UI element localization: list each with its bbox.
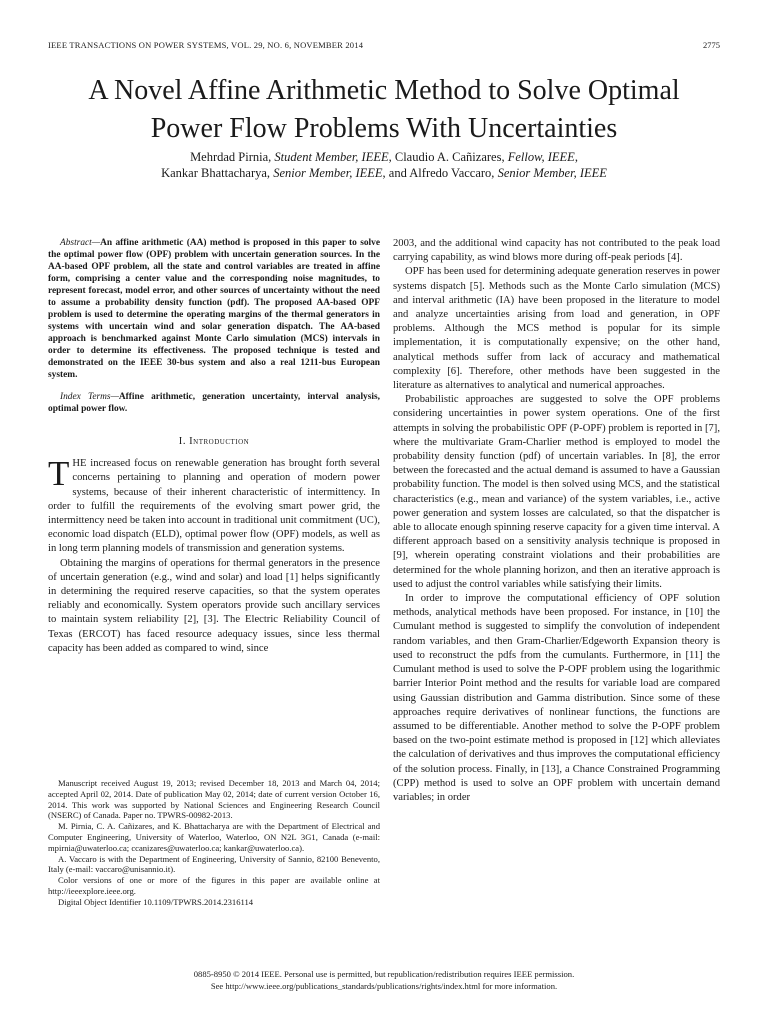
author-line-1 [40, 149, 728, 165]
first-word: HE [72, 458, 87, 470]
footer-line-1: 0885-8950 © 2014 IEEE. Personal use is permitted, but republication/redistribution requires IEEE permission. [193, 969, 575, 979]
section-heading: I. Introduction [178, 436, 250, 447]
footnote-doi: Digital Object Identifier 10.1109/TPWRS.2014.2316114 [58, 896, 254, 907]
author-line-2 [40, 165, 728, 181]
author-role: Senior Member, IEEE [273, 166, 383, 180]
paper-title [40, 72, 728, 148]
author-list [40, 149, 728, 181]
right-paragraph-4: In order to improve the computational efficiency of OPF solution methods, analytical methods have been proposed. For instance, in [10] the Cumulant method is suggested to simplify the convolution of independent random variables, and then Gram-Charlier/Edgeworth Expansion theory is used to reconstruct the pdfs from the cumulants. Furthermore, in [11] the Cumulant method is used to solve the P-OPF problem using the logarithmic barrier Interior Point method and the results for variable load are compared using Gaussian distribution and Gamma distribution. Since some of these approaches require derivatives of nonlinear functions, the functions are assumed to be differentiable. Another method to solve the P-OPF problem based on the two-point estimate method is proposed in [12] which alleviates the calculation of derivatives and thus improves the computational efficiency of the solution process. Finally, in [13], a Chance Constrained Programming (CPP) method is used to solve an OPF problem with uncertain demand variables; in order [393, 593, 720, 803]
page-number: 2775 [703, 40, 720, 50]
index-terms [48, 391, 380, 415]
abstract-text: An affine arithmetic (AA) method is proposed in this paper to solve the optimal power flow (OPF) problem with uncertain generation sources. In the AA-based OPF problem, all the state and control variables are treated in affine form, comprising a center value and the corresponding noise magnitudes, to represent forecast, model error, and other sources of uncertainty without the need to assume a probability density function (pdf). The proposed AA-based OPF problem is used to determine the operating margins of the thermal generators in systems with uncertain wind and solar generation dispatch. The AA-based approach is benchmarked against Monte Carlo simulation (MCS) intervals in order to determine its effectiveness. The proposed technique is tested and demonstrated on the IEEE 30-bus system and also a real 1211-bus European system. [48, 238, 380, 380]
right-column [393, 237, 720, 805]
intro-paragraph-1-text: increased focus on renewable generation has brought forth several concerns pertaining to planning and operation of modern power systems, because of their inherent characteristic of intermittency. In order to fulfill the requirements of the evolving smart power grid, the intermittency need be taken into account in traditional unit commitment (UC), economic load dispatch (ELD), optimal power flow (OPF) models, as well as in long term planning models of transmission and generation systems. [48, 458, 380, 555]
author-vaccaro: , and Alfredo Vaccaro, [382, 166, 498, 180]
footnote-color: Color versions of one or more of the figures in this paper are available online at http://ieeexplore.ieee.org. [48, 875, 380, 896]
title-line-2: Power Flow Problems With Uncertainties [150, 113, 618, 144]
right-paragraph-1: 2003, and the additional wind capacity has not contributed to the peak load carrying capability, as wind blows more during off-peak periods [4]. [393, 238, 720, 264]
right-paragraph-2: OPF has been used for determining adequate generation reserves in power systems dispatch [5]. Methods such as the Monte Carlo simulation (MCS) and interval arithmetic (IA) have been proposed in the literature to model and analyze uncertainties arising from load and generation, in OPF problems. Although the MCS method is popular for its simple implementation, it is computationally expensive; on the other hand, analytical methods suffer from lack of accuracy and mathematical complexity [6]. Therefore, other methods have been suggested in the literature as alternatives to analytical and numerical approaches. [393, 266, 720, 392]
right-paragraph-3: Probabilistic approaches are suggested to solve the OPF problems considering uncertainties in power system operations. One of the first attempts in solving the probabilistic OPF (P-OPF) problem is reported in [7], where the multivariate Gram-Charlier method is employed to model the probability density function (pdf) of uncertain variables. In [8], the error between the forecasted and the actual demand is assumed to have a Gaussian probability function. The model is then solved using MCS, and the statistical characteristics (e.g., mean and variance) of the system variables, i.e., active power generation and system losses are calculated, so that the dispatcher is able to allocate enough spinning reserve capacity for a given time interval. A different approach based on a sensitivity analysis technique is proposed in [9], wherein operating constraint violations and their probabilities are determined for the whole planning horizon, and then an iterative approach is used to adjust the control variables while satisfying their limits. [393, 394, 720, 590]
drop-cap: T [48, 454, 70, 494]
footnotes [48, 778, 380, 908]
footnote-manuscript: Manuscript received August 19, 2013; revised December 18, 2013 and March 04, 2014; accepted April 02, 2014. Date of publication May 02, 2014; date of current version October 16, 2014. This work was supported by National Sciences and Engineering Research Council (NSERC) of Canada. Paper no. TPWRS-00982-2013. [48, 778, 380, 821]
index-terms-label: Index Terms— [60, 392, 119, 402]
author-pirnia: Mehrdad Pirnia, [190, 150, 275, 164]
author-role: Fellow, IEEE [507, 150, 575, 164]
author-bhattacharya: Kankar Bhattacharya, [161, 166, 274, 180]
author-role: Senior Member, IEEE [497, 166, 607, 180]
journal-header: IEEE TRANSACTIONS ON POWER SYSTEMS, VOL. 29, NO. 6, NOVEMBER 2014 [48, 40, 364, 50]
abstract [48, 237, 380, 381]
copyright-footer [40, 968, 728, 992]
index-terms-text: Affine arithmetic, generation uncertainty, interval analysis, optimal power flow. [48, 392, 380, 414]
intro-paragraph-1 [48, 454, 380, 556]
author-role: Student Member, IEEE [274, 150, 389, 164]
author-canizares: , Claudio A. Cañizares, [388, 150, 508, 164]
intro-paragraph-2: Obtaining the margins of operations for thermal generators in the presence of uncertain generation (e.g., wind and solar) and load [1] helps significantly in determining the required reserve capacities, so that the system operates reliably and economically. System operators provide such ancillary services to maintain system reliability [2], [3]. The Electric Reliability Council of Texas (ERCOT) has faced resource adequacy issues, since less thermal capacity has been added as compared to wind, since [48, 557, 380, 654]
author-separator: , [574, 150, 578, 164]
abstract-label: Abstract— [60, 238, 101, 248]
footnote-affiliation-1: M. Pirnia, C. A. Cañizares, and K. Bhattacharya are with the Department of Electrical and Computer Engineering, University of Waterloo, Waterloo, ON N2L 3G1, Canada (e-mail: mpirnia@uwaterloo.ca; ccanizares@uwaterloo.ca; kankar@uwaterloo.ca). [48, 821, 380, 853]
title-line-1: A Novel Affine Arithmetic Method to Solve Optimal [88, 75, 680, 106]
footer-line-2: See http://www.ieee.org/publications_standards/publications/rights/index.html for more information. [210, 981, 558, 991]
footnote-affiliation-2: A. Vaccaro is with the Department of Engineering, University of Sannio, 82100 Benevento, Italy (e-mail: vaccaro@unisannio.it). [48, 853, 380, 875]
left-column [48, 237, 380, 656]
